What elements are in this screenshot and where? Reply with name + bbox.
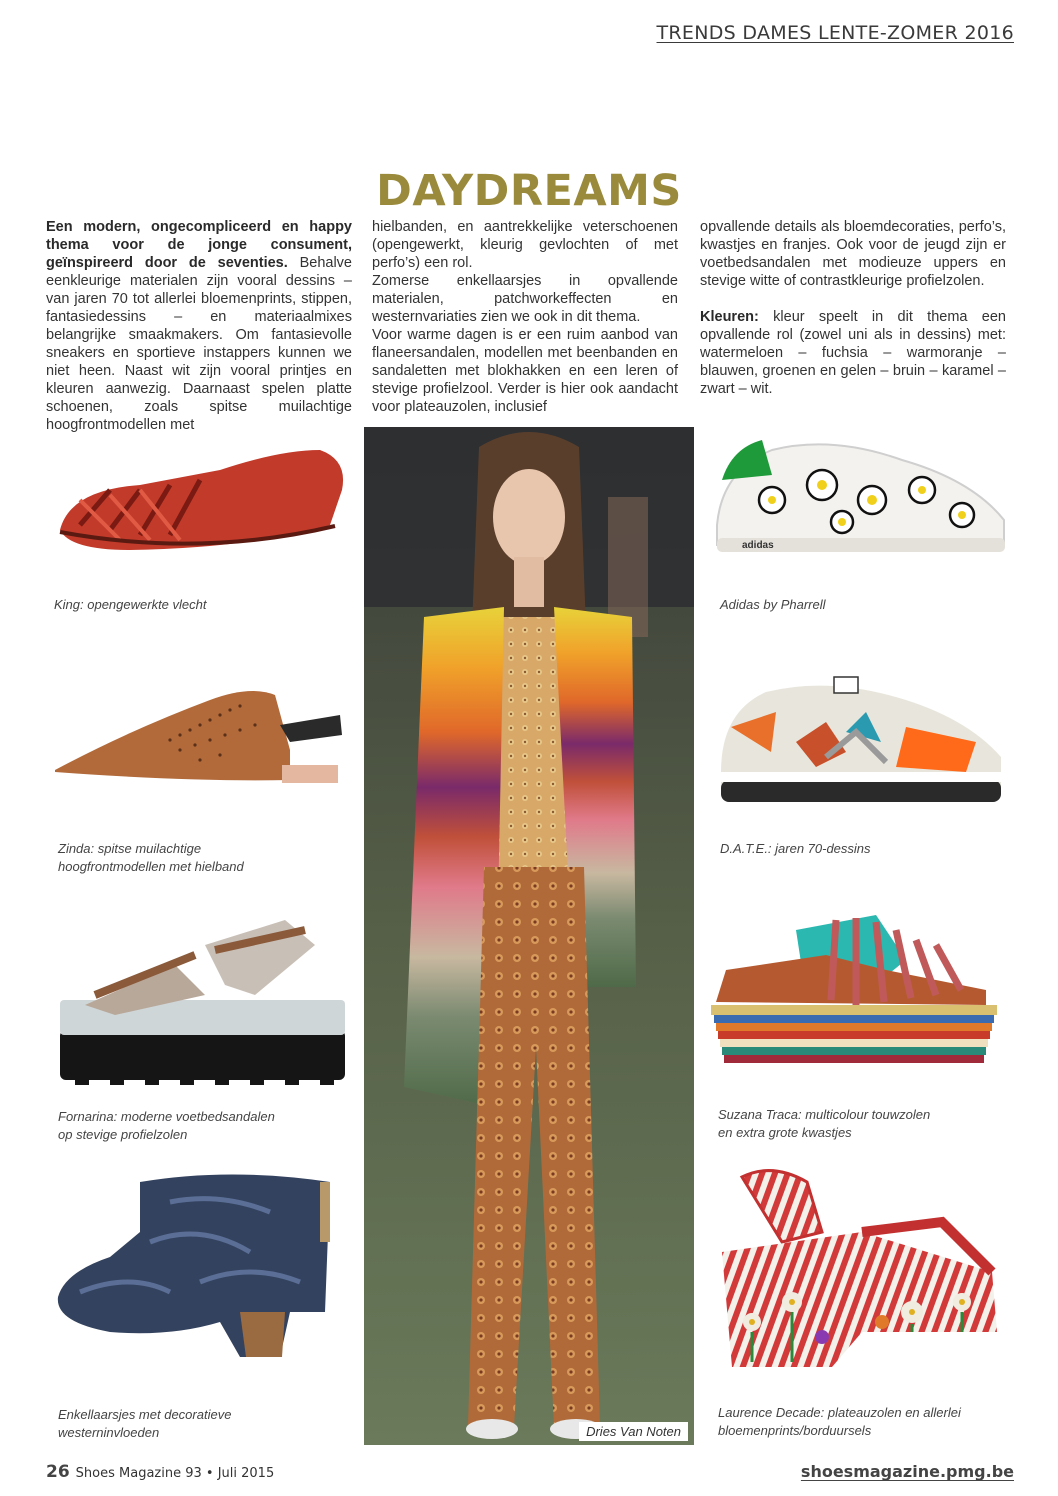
product-image-fornarina <box>55 915 350 1085</box>
paragraph: hielbanden, en aantrekkelijke veterschoenen (opengewerkt, kleurig gevlochten of met perfo’s) een rol. <box>372 219 678 271</box>
caption-zinda <box>58 840 244 876</box>
product-image-suzana <box>706 910 1002 1070</box>
photo-caption: Dries Van Noten <box>579 1422 688 1441</box>
caption-line: Laurence Decade: plateauzolen en allerlei <box>718 1405 961 1420</box>
product-image-laurence <box>712 1162 1002 1372</box>
caption-line: op stevige profielzolen <box>58 1127 188 1142</box>
intro-paragraph <box>46 218 352 434</box>
caption-date: D.A.T.E.: jaren 70-dessins <box>720 841 871 856</box>
caption-line: Zinda: spitse muilachtige <box>58 841 202 856</box>
text-column-3 <box>700 218 1006 398</box>
caption-fornarina <box>58 1108 275 1144</box>
footer-url-link[interactable]: shoesmagazine.pmg.be <box>800 1462 1014 1481</box>
intro-text: Behalve eenkleurige materialen zijn vooral dessins – van jaren 70 tot allerlei bloemenprints, stippen, fantasiedessins – en materiaalmixes belangrijke smaakmakers. Om fantasievolle sneakers en sportieve instappers kunnen we niet heen. Naast wit zijn vooral printjes en kleuren aanwezig. Daarnaast spelen platte schoenen, zoals spitse muilachtige hoogfrontmodellen met <box>46 255 352 433</box>
colors-paragraph <box>700 308 1006 398</box>
product-image-king <box>50 430 350 560</box>
paragraph: Zomerse enkellaarsjes in opvallende materialen, patchworkeffecten en westernvariaties zien we ook in dit thema. <box>372 273 678 325</box>
paragraph: Voor warme dagen is er een ruim aanbod van flaneersandalen, modellen met beenbanden en sandaletten met blokhakken en een leren of stevige profielzool. Verder is hier ook aandacht voor plateauzolen, inclusief <box>372 327 678 415</box>
page-title: DAYDREAMS <box>376 166 682 216</box>
caption-line: hoogfrontmodellen met hielband <box>58 859 244 874</box>
colors-label: Kleuren: <box>700 309 759 325</box>
caption-line: westerninvloeden <box>58 1425 160 1440</box>
caption-line: en extra grote kwastjes <box>718 1125 852 1140</box>
text-column-1 <box>46 218 352 434</box>
product-image-adidas <box>712 430 1008 560</box>
paragraph: opvallende details als bloemdecoraties, perfo’s, kwastjes en franjes. Ook voor de jeugd zijn er voetbedsandalen met modieuze uppers en stevige witte of contrastkleurige profielzolen. <box>700 219 1006 289</box>
runway-photo <box>364 427 694 1445</box>
caption-line: Suzana Traca: multicolour touwzolen <box>718 1107 931 1122</box>
adidas-logo-text: adidas <box>742 540 774 551</box>
caption-adidas: Adidas by Pharrell <box>720 597 826 612</box>
intro-bold: Een modern, ongecompliceerd en happy thema voor de jonge consument, geïnspireerd door de seventies. <box>46 219 352 271</box>
product-image-boot <box>50 1162 340 1372</box>
caption-suzana <box>718 1106 930 1142</box>
text-column-2 <box>372 218 678 416</box>
caption-line: bloemenprints/borduursels <box>718 1423 872 1438</box>
page-number: 26 <box>46 1462 70 1482</box>
caption-boot <box>58 1406 231 1442</box>
product-image-date <box>716 672 1006 812</box>
section-header: TRENDS DAMES LENTE-ZOMER 2016 <box>656 22 1014 44</box>
caption-king: King: opengewerkte vlecht <box>54 597 207 612</box>
footer-issue <box>46 1462 274 1482</box>
caption-line: Enkellaarsjes met decoratieve <box>58 1407 232 1422</box>
colors-text: kleur speelt in dit thema een opvallende rol (zowel uni als in dessins) met: watermeloen – fuchsia – warmoranje – blauwen, groenen en gelen – bruin – karamel – zwart – wit. <box>700 309 1006 397</box>
caption-line: Fornarina: moderne voetbedsandalen <box>58 1109 275 1124</box>
issue-info: Shoes Magazine 93 • Juli 2015 <box>75 1466 275 1481</box>
runway-illustration <box>364 427 694 1445</box>
product-image-zinda <box>50 680 350 795</box>
caption-laurence <box>718 1404 961 1440</box>
